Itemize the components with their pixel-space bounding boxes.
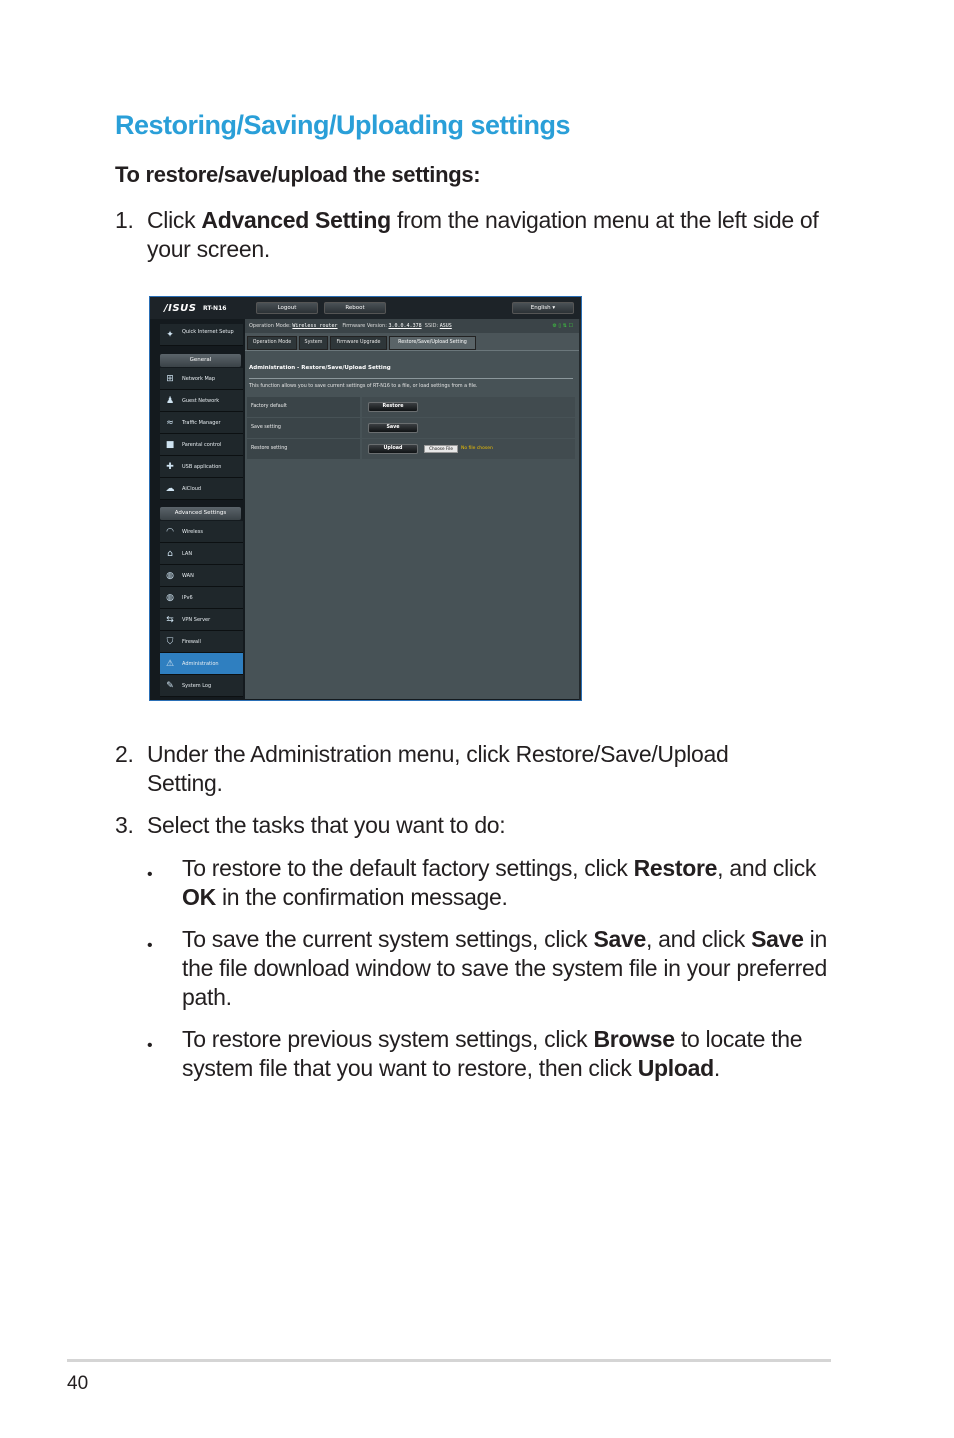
asus-logo: /ISUS bbox=[164, 303, 197, 314]
bullet-text bbox=[182, 925, 832, 1012]
sidebar-item-system-log[interactable] bbox=[160, 675, 243, 697]
reboot-button[interactable]: Reboot bbox=[324, 302, 386, 314]
footer-divider bbox=[67, 1359, 831, 1362]
text-part: to locate the system file that you want to restore, then click bbox=[182, 1026, 803, 1081]
text-part: To restore previous system settings, click bbox=[182, 1026, 594, 1052]
keyword-upload: Upload bbox=[637, 1055, 714, 1081]
sidebar-item-label: IPv6 bbox=[182, 595, 193, 601]
ssid-link[interactable]: ASUS bbox=[439, 323, 452, 329]
text-part: in the file download window to save the system file in your preferred path. bbox=[182, 926, 827, 1010]
firmware-label: Firmware Version: bbox=[342, 323, 387, 329]
model-name: RT-N16 bbox=[203, 305, 227, 312]
page-number: 40 bbox=[67, 1373, 89, 1394]
network-map-icon: ⊞ bbox=[166, 374, 174, 384]
firmware-link[interactable]: 3.0.0.4.378 bbox=[388, 323, 422, 329]
sidebar-item-parental-control[interactable] bbox=[160, 434, 243, 456]
text-part: Click bbox=[147, 207, 202, 233]
shield-icon: ⛉ bbox=[166, 637, 174, 647]
step-text: Select the tasks that you want to do: bbox=[147, 812, 506, 838]
keyword-advanced-setting: Advanced Setting bbox=[201, 207, 391, 233]
text-part: , and click bbox=[646, 926, 752, 952]
wifi-icon: ◠ bbox=[166, 527, 174, 537]
bullet-save bbox=[0, 925, 954, 1015]
keyword-restore: Restore bbox=[633, 855, 718, 881]
puzzle-icon: ✚ bbox=[166, 462, 174, 472]
sidebar-item-label: Guest Network bbox=[182, 398, 220, 404]
tab-system[interactable]: System bbox=[299, 336, 328, 350]
sidebar-item-wireless[interactable] bbox=[160, 521, 243, 543]
traffic-icon: ≈ bbox=[166, 418, 174, 428]
ssid-label: SSID: bbox=[424, 323, 439, 329]
status-info-bar bbox=[245, 319, 579, 333]
text-part: To restore to the default factory settings, click bbox=[182, 855, 634, 881]
panel-title: Administration - Restore/Save/Upload Setting bbox=[249, 365, 391, 371]
log-icon: ✎ bbox=[166, 681, 174, 691]
sidebar-item-wan[interactable] bbox=[160, 565, 243, 587]
guest-users-icon: ♟ bbox=[165, 396, 175, 406]
globe-icon: ◍ bbox=[166, 571, 174, 581]
sidebar-item-vpn-server[interactable] bbox=[160, 609, 243, 631]
text-part: . bbox=[713, 1055, 720, 1081]
vpn-icon: ⇆ bbox=[166, 615, 174, 625]
globe-icon: ◍ bbox=[166, 593, 174, 603]
step-number: 1. bbox=[115, 207, 134, 233]
logout-button[interactable]: Logout bbox=[256, 302, 318, 314]
lock-icon: ■ bbox=[165, 440, 175, 450]
sidebar-item-label: Wireless bbox=[182, 529, 203, 535]
sidebar-item-label: Quick Internet Setup bbox=[182, 329, 234, 335]
sidebar-item-label: VPN Server bbox=[182, 617, 211, 623]
sidebar-item-lan[interactable] bbox=[160, 543, 243, 565]
section-heading: Restoring/Saving/Uploading settings bbox=[115, 110, 571, 140]
sidebar-item-guest-network[interactable] bbox=[160, 390, 243, 412]
choose-file-button[interactable]: Choose File bbox=[424, 445, 458, 453]
sidebar-item-label: Network Map bbox=[182, 376, 216, 382]
row-save-setting bbox=[247, 418, 575, 438]
step-2 bbox=[0, 740, 954, 800]
sidebar-item-ipv6[interactable] bbox=[160, 587, 243, 609]
sidebar-item-network-map[interactable] bbox=[160, 368, 243, 390]
wand-icon: ✦ bbox=[166, 330, 174, 340]
save-button[interactable]: Save bbox=[368, 423, 418, 433]
text-part: in the confirmation message. bbox=[215, 884, 508, 910]
sidebar-item-label: System Log bbox=[182, 683, 212, 689]
tab-restore-save-upload[interactable]: Restore/Save/Upload Setting bbox=[389, 336, 476, 350]
sidebar-item-label: USB application bbox=[182, 464, 222, 470]
bullet-text bbox=[182, 1025, 832, 1083]
sidebar-item-label: Parental control bbox=[182, 442, 222, 448]
step-number: 3. bbox=[115, 812, 134, 838]
step-text bbox=[147, 206, 837, 264]
home-icon: ⌂ bbox=[167, 549, 173, 559]
panel-description: This function allows you to save current settings of RT-N16 to a file, or load settings from a file. bbox=[249, 384, 478, 389]
keyword-ok: OK bbox=[182, 884, 216, 910]
advanced-settings-header: Advanced Settings bbox=[160, 507, 241, 520]
sidebar-item-traffic-manager[interactable] bbox=[160, 412, 243, 434]
bullet-text bbox=[182, 854, 832, 912]
language-label: English bbox=[530, 305, 551, 311]
row-factory-default bbox=[247, 397, 575, 417]
sidebar-item-label: Traffic Manager bbox=[182, 420, 221, 426]
bullet-marker: • bbox=[147, 866, 153, 883]
sidebar-item-label: WAN bbox=[182, 573, 194, 579]
scrollbar[interactable] bbox=[579, 319, 582, 700]
bullet-upload bbox=[0, 1025, 954, 1085]
bullet-marker: • bbox=[147, 937, 153, 954]
bullet-marker: • bbox=[147, 1037, 153, 1054]
router-top-bar bbox=[150, 297, 582, 319]
file-status: No file chosen bbox=[461, 446, 493, 451]
text-part: , and click bbox=[717, 855, 817, 881]
sidebar-item-label: Administration bbox=[182, 661, 219, 667]
op-mode-label: Operation Mode: bbox=[249, 323, 291, 329]
sidebar-item-usb-application[interactable] bbox=[160, 456, 243, 478]
sidebar-item-administration[interactable] bbox=[160, 653, 243, 675]
text-part: To save the current system settings, click bbox=[182, 926, 594, 952]
step-3 bbox=[0, 811, 954, 841]
row-label: Factory default bbox=[247, 397, 360, 417]
step-1 bbox=[0, 206, 954, 266]
sidebar-item-quick-setup[interactable] bbox=[160, 324, 243, 346]
op-mode-link[interactable]: Wireless router bbox=[292, 323, 338, 329]
keyword-browse: Browse bbox=[593, 1026, 675, 1052]
bullet-restore bbox=[0, 854, 954, 914]
text-part: from the navigation menu at the left side of your screen. bbox=[147, 207, 819, 262]
chevron-down-icon: ▾ bbox=[552, 305, 556, 311]
sidebar-item-label: LAN bbox=[182, 551, 193, 557]
upload-button[interactable]: Upload bbox=[368, 444, 418, 454]
router-sidebar bbox=[154, 322, 240, 700]
row-label: Save setting bbox=[247, 418, 360, 438]
general-header: General bbox=[160, 354, 241, 367]
cloud-icon: ☁ bbox=[165, 484, 175, 494]
sidebar-item-label: AiCloud bbox=[182, 486, 202, 492]
keyword-save: Save bbox=[751, 926, 804, 952]
keyword-save: Save bbox=[593, 926, 646, 952]
row-restore-setting bbox=[247, 439, 575, 459]
step-text: Under the Administration menu, click Restore/Save/Upload Setting. bbox=[147, 741, 729, 796]
tab-firmware-upgrade[interactable]: Firmware Upgrade bbox=[330, 336, 387, 350]
procedure-subheading: To restore/save/upload the settings: bbox=[115, 162, 481, 187]
row-label: Restore setting bbox=[247, 439, 360, 459]
sidebar-item-firewall[interactable] bbox=[160, 631, 243, 653]
language-select[interactable] bbox=[512, 302, 574, 314]
sidebar-item-aicloud[interactable] bbox=[160, 478, 243, 500]
sidebar-item-label: Firewall bbox=[182, 639, 201, 645]
row-value bbox=[362, 397, 575, 417]
row-value bbox=[362, 418, 575, 438]
row-value bbox=[362, 439, 575, 459]
divider bbox=[249, 378, 573, 379]
restore-button[interactable]: Restore bbox=[368, 402, 418, 412]
status-icons: ⚙ ▯ ⇅ ☐ bbox=[552, 323, 573, 329]
router-main-panel bbox=[245, 319, 579, 699]
settings-content bbox=[245, 350, 579, 699]
router-ui-screenshot bbox=[149, 296, 582, 701]
step-number: 2. bbox=[115, 741, 134, 767]
tab-operation-mode[interactable]: Operation Mode bbox=[247, 336, 297, 350]
admin-icon: ⚠ bbox=[165, 659, 175, 669]
